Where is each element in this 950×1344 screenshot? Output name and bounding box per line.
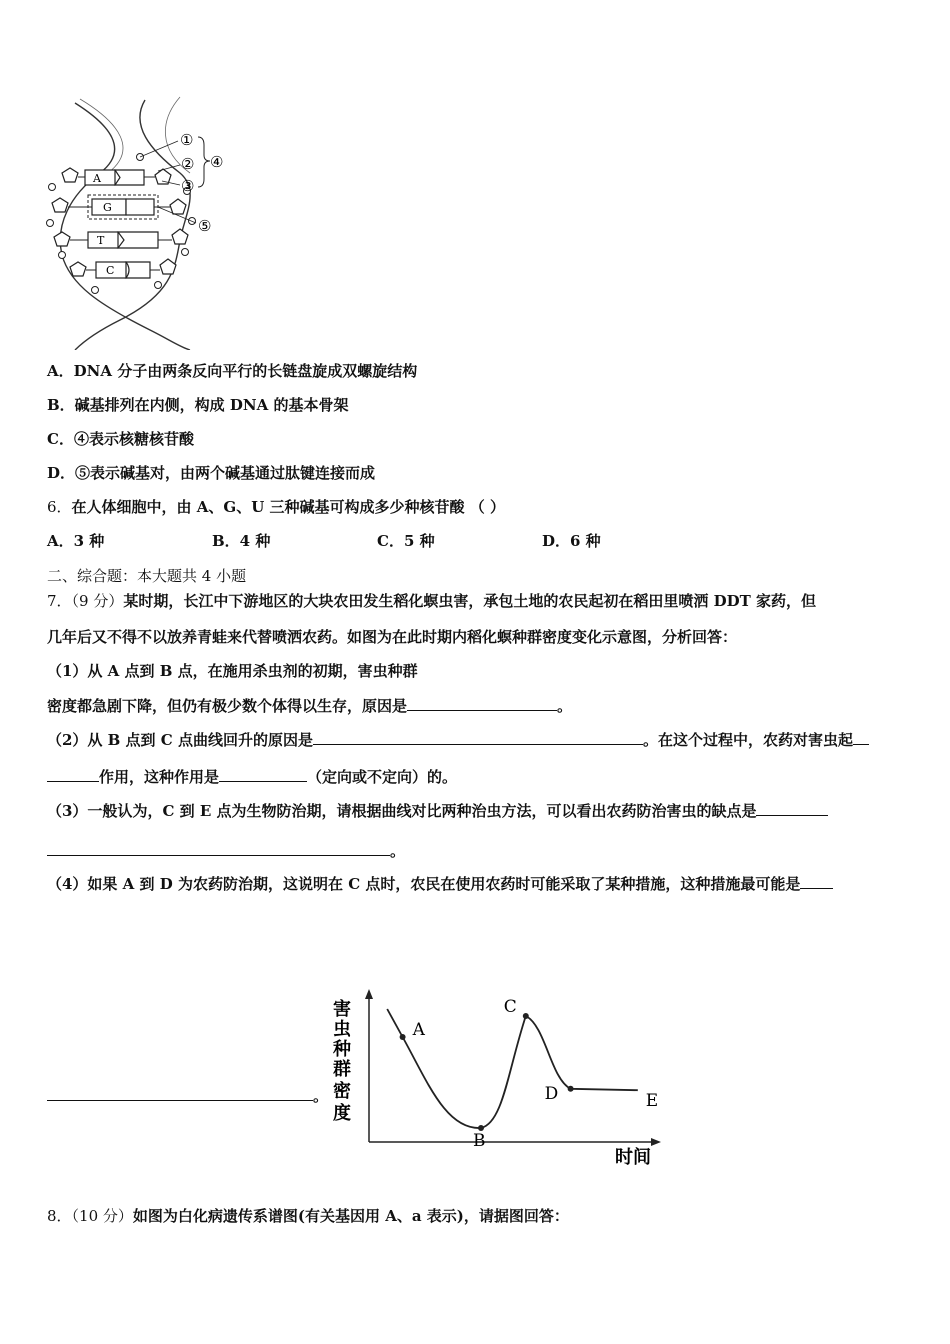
x-axis-label: 时间 <box>615 1147 651 1168</box>
answer-blank-5a[interactable] <box>756 801 828 816</box>
q7-part4-line2 <box>47 1086 328 1106</box>
q6-number: 6． <box>47 498 72 516</box>
point-label-e: E <box>645 1091 659 1112</box>
y-label-char-1: 害 <box>333 999 351 1020</box>
q7-part2-text-b: 。在这个过程中，农药对害虫起 <box>642 731 853 749</box>
q7-part2-line2 <box>47 767 457 787</box>
q7-part4-line1 <box>47 874 833 894</box>
q6-text: 在人体细胞中，由 A、G、U 三种碱基可构成多少种核苷酸 （ ） <box>71 498 505 516</box>
q7-stem-text1: 某时期，长江中下游地区的大块农田发生稻化螟虫害，承包土地的农民起初在稻田里喷洒 DDT 家药，但 <box>123 592 816 610</box>
y-axis-arrow-icon <box>365 989 373 999</box>
y-label-char-5: 密 <box>333 1081 351 1102</box>
base-label-a: A <box>93 172 101 185</box>
q7-part1-line2 <box>47 696 572 716</box>
dna-structure-figure <box>40 95 230 350</box>
answer-blank-4[interactable] <box>219 767 307 782</box>
q5-option-b: B．碱基排列在内侧，构成 DNA 的基本骨架 <box>47 396 349 414</box>
q7-part4-end: 。 <box>313 1087 329 1105</box>
point-label-d: D <box>544 1083 559 1104</box>
q7-part1-text: 密度都急剧下降，但仍有极少数个体得以生存，原因是 <box>47 697 408 715</box>
q7-part3-line2 <box>47 841 405 861</box>
marker-3: ③ <box>181 177 195 195</box>
base-label-g: G <box>103 201 112 214</box>
point-marker-d <box>568 1086 574 1092</box>
dna-strand-left <box>60 103 190 350</box>
point-label-b: B <box>473 1131 486 1151</box>
q7-part3-line1 <box>47 801 828 821</box>
q7-part2-text-a: （2）从 B 点到 C 点曲线回升的原因是 <box>47 731 313 749</box>
q7-part2-text-c: 作用，这种作用是 <box>99 768 220 786</box>
answer-blank-3b[interactable] <box>47 767 99 782</box>
y-label-char-6: 度 <box>333 1103 351 1124</box>
q6-option-b: B．4 种 <box>212 532 271 550</box>
q8-text: 如图为白化病遗传系谱图(有关基因用 A、a 表示)，请据图回答： <box>132 1207 569 1225</box>
q7-part4-text: （4）如果 A 到 D 为农药防治期，这说明在 C 点时，农民在使用农药时可能采取了某种措施，这种措施最可能是 <box>47 875 801 893</box>
y-axis-label <box>332 998 351 1124</box>
y-label-char-4: 群 <box>333 1059 351 1080</box>
q6-option-c: C．5 种 <box>377 532 435 550</box>
q7-part3-text: （3）一般认为，C 到 E 点为生物防治期，请根据曲线对比两种治虫方法，可以看出农药防治害虫的缺点是 <box>47 802 757 820</box>
q6-option-d: D．6 种 <box>542 532 601 550</box>
q5-option-c: C．④表示核糖核苷酸 <box>47 430 194 448</box>
q5-option-a: A．DNA 分子由两条反向平行的长链盘旋成双螺旋结构 <box>47 362 418 380</box>
answer-blank-2[interactable] <box>313 730 643 745</box>
q5-option-d: D．⑤表示碱基对，由两个碱基通过肽键连接而成 <box>47 464 376 482</box>
q6-option-a: A．3 种 <box>47 532 105 550</box>
point-label-a: A <box>412 1020 425 1040</box>
x-axis-arrow-icon <box>651 1138 661 1146</box>
point-label-c: C <box>503 997 517 1017</box>
q6-stem <box>47 497 505 517</box>
q7-part1-line1: （1）从 A 点到 B 点，在施用杀虫剂的初期，害虫种群 <box>47 662 418 680</box>
q7-part1-end: 。 <box>557 697 573 715</box>
q7-part2-line1 <box>47 730 869 750</box>
q7-part2-text-d: （定向或不定向）的。 <box>307 768 458 786</box>
q7-stem-line2: 几年后又不得不以放养青蛙来代替喷洒农药。如图为在此时期内稻化螟种群密度变化示意图，分析回答： <box>47 628 738 646</box>
brace-icon <box>198 137 210 187</box>
marker-5: ⑤ <box>198 217 212 235</box>
marker-4: ④ <box>210 153 224 171</box>
q7-part3-end: 。 <box>390 842 406 860</box>
point-marker-a <box>400 1034 406 1040</box>
base-label-c: C <box>106 264 115 277</box>
y-label-char-3: 种 <box>333 1039 351 1060</box>
q8-score: （10 分） <box>71 1207 133 1225</box>
answer-blank-6b[interactable] <box>47 1086 313 1101</box>
marker-1: ① <box>180 131 194 149</box>
q7-stem-line1 <box>47 591 816 611</box>
q8-stem <box>47 1206 569 1226</box>
base-label-t: T <box>97 234 105 247</box>
q7-number: 7． <box>47 592 72 610</box>
point-marker-c <box>523 1013 529 1019</box>
answer-blank-5b[interactable] <box>47 841 390 856</box>
population-density-chart <box>325 985 670 1170</box>
q7-score: （9 分） <box>71 592 124 610</box>
q8-number: 8． <box>47 1207 72 1225</box>
answer-blank-6a[interactable] <box>800 874 833 889</box>
y-label-char-2: 虫 <box>333 1019 351 1040</box>
marker-2: ② <box>181 155 195 173</box>
answer-blank-1[interactable] <box>407 696 557 711</box>
answer-blank-3a[interactable] <box>853 730 869 745</box>
dna-strand-right <box>75 100 190 350</box>
section-heading: 二、综合题：本大题共 4 小题 <box>47 567 247 585</box>
